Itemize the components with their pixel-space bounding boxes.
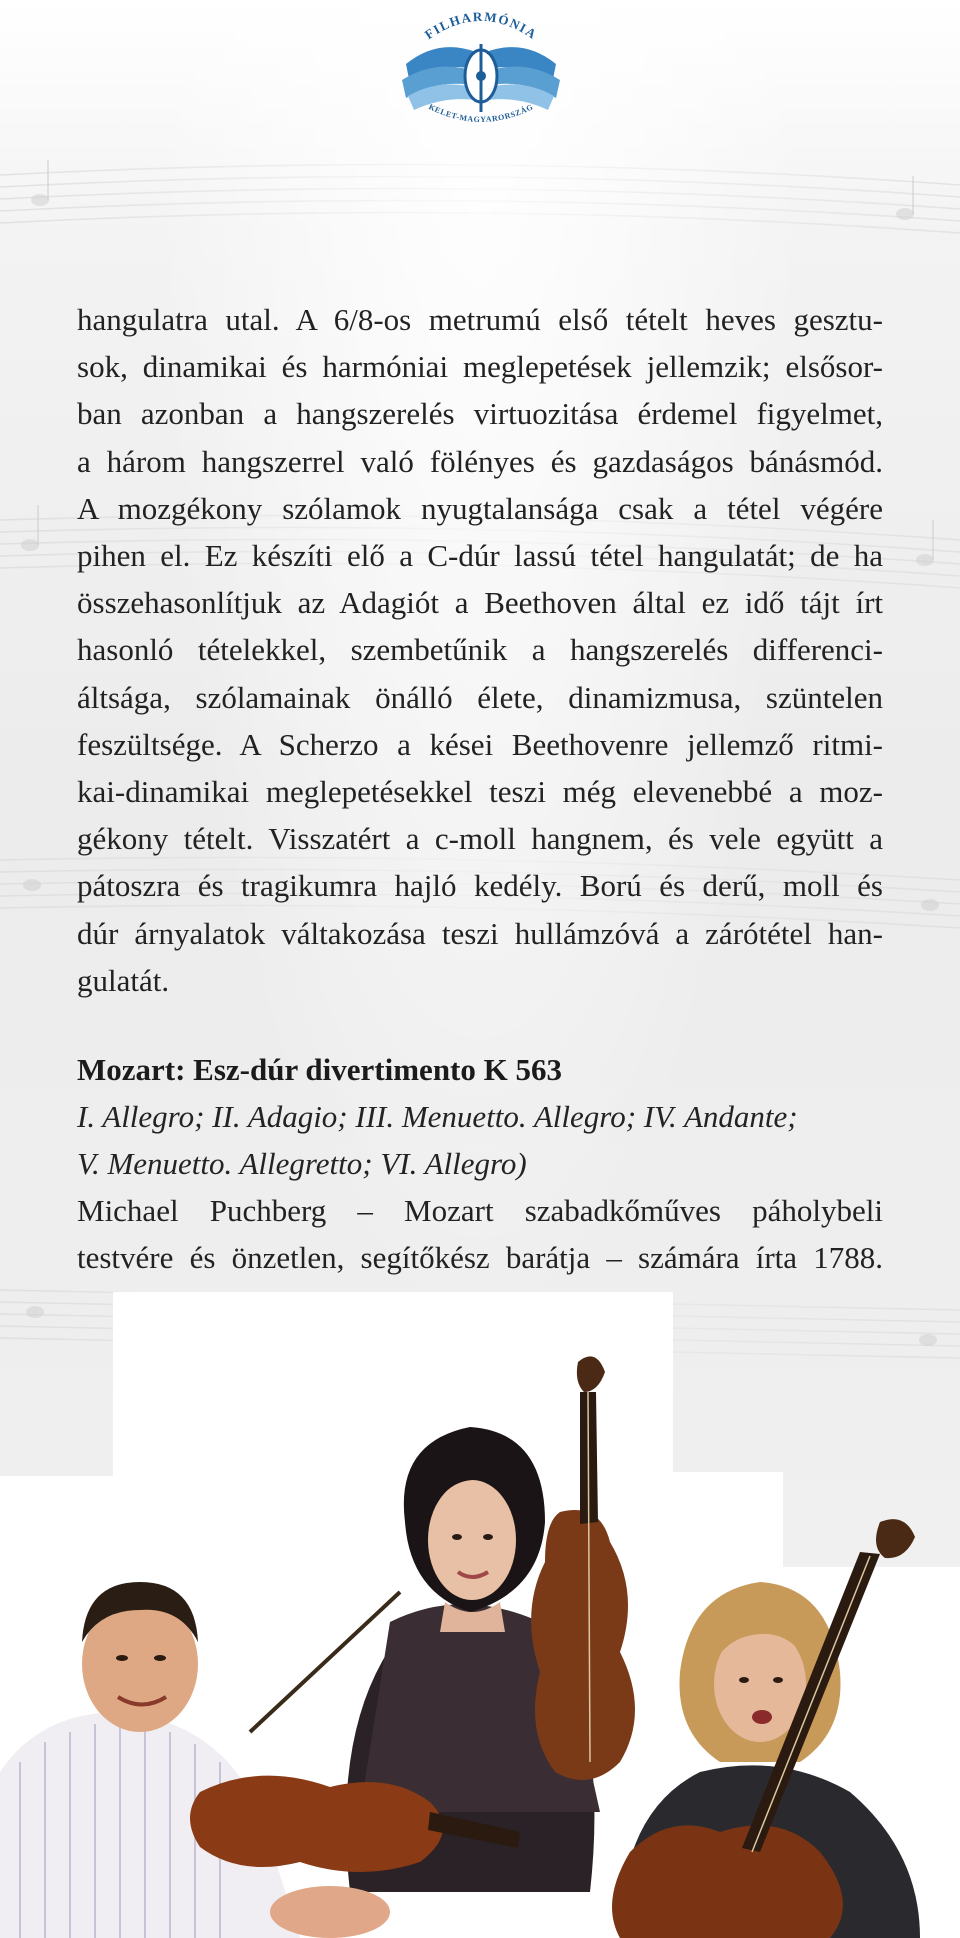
svg-text:FILHARMÓNIA: FILHARMÓNIA [421, 8, 541, 43]
paragraph-line: hangulatra utal. A 6/8-os metrumú első tételt heves gesztu- [77, 302, 883, 337]
piece-title: Mozart: Esz-dúr divertimento K 563 [77, 1052, 562, 1087]
paragraph-line: kai-dinamikai meglepetésekkel teszi még elevenebbé a moz- [77, 774, 883, 810]
movement-line: V. Menuetto. Allegretto; VI. Allegro) [77, 1146, 527, 1181]
paragraph-line: feszültsége. A Scherzo a kései Beethovenre jellemző ritmi- [77, 726, 883, 762]
intro-line: testvére és önzetlen, segítőkész barátja – számára írta 1788. [77, 1240, 883, 1275]
piece-intro-text [77, 1187, 883, 1281]
article-body-paragraph [77, 296, 883, 1004]
paragraph-line: A mozgékony szólamok nyugtalansága csak a tétel végére [77, 490, 883, 526]
intro-line: Michael Puchberg – Mozart szabadkőműves páholybeli [77, 1193, 883, 1228]
filharmonia-logo [388, 0, 574, 138]
paragraph-line: a három hangszerrel való fölényes és gazdaságos bánásmód. [77, 443, 883, 479]
paragraph-line: gékony tételt. Visszatért a c-moll hangnem, és vele együtt a [77, 821, 883, 857]
paragraph-line: ban azonban a hangszerelés virtuozitása érdemel figyelmet, [77, 396, 883, 432]
paragraph-line: pátoszra és tragikumra hajló kedély. Ború és derű, moll és [77, 868, 883, 904]
paragraph-line: áltsága, szólamainak önálló élete, dinamizmusa, szüntelen [77, 679, 883, 715]
paragraph-line: gulatát. [77, 962, 170, 998]
paragraph-line: pihen el. Ez készíti elő a C-dúr lassú tétel hangulatát; de ha [77, 538, 883, 574]
paragraph-line: dúr árnyalatok váltakozása teszi hullámzóvá a zárótétel han- [77, 915, 883, 951]
paragraph-line: összehasonlítjuk az Adagiót a Beethoven által ez idő tájt írt [77, 585, 883, 621]
trio-photo [0, 1292, 960, 1938]
movement-line: I. Allegro; II. Adagio; III. Menuetto. Allegro; IV. Andante; [77, 1099, 798, 1134]
paragraph-line: hasonló tételekkel, szembetűnik a hangszerelés differenci- [77, 632, 883, 668]
paragraph-line: sok, dinamikai és harmóniai meglepetések jellemzik; elsősor- [77, 349, 883, 385]
svg-text:KELET-MAGYARORSZÁG: KELET-MAGYARORSZÁG [427, 102, 535, 125]
logo-wings-icon [402, 44, 560, 112]
movement-list [77, 1093, 883, 1187]
piece-section [77, 1046, 883, 1281]
